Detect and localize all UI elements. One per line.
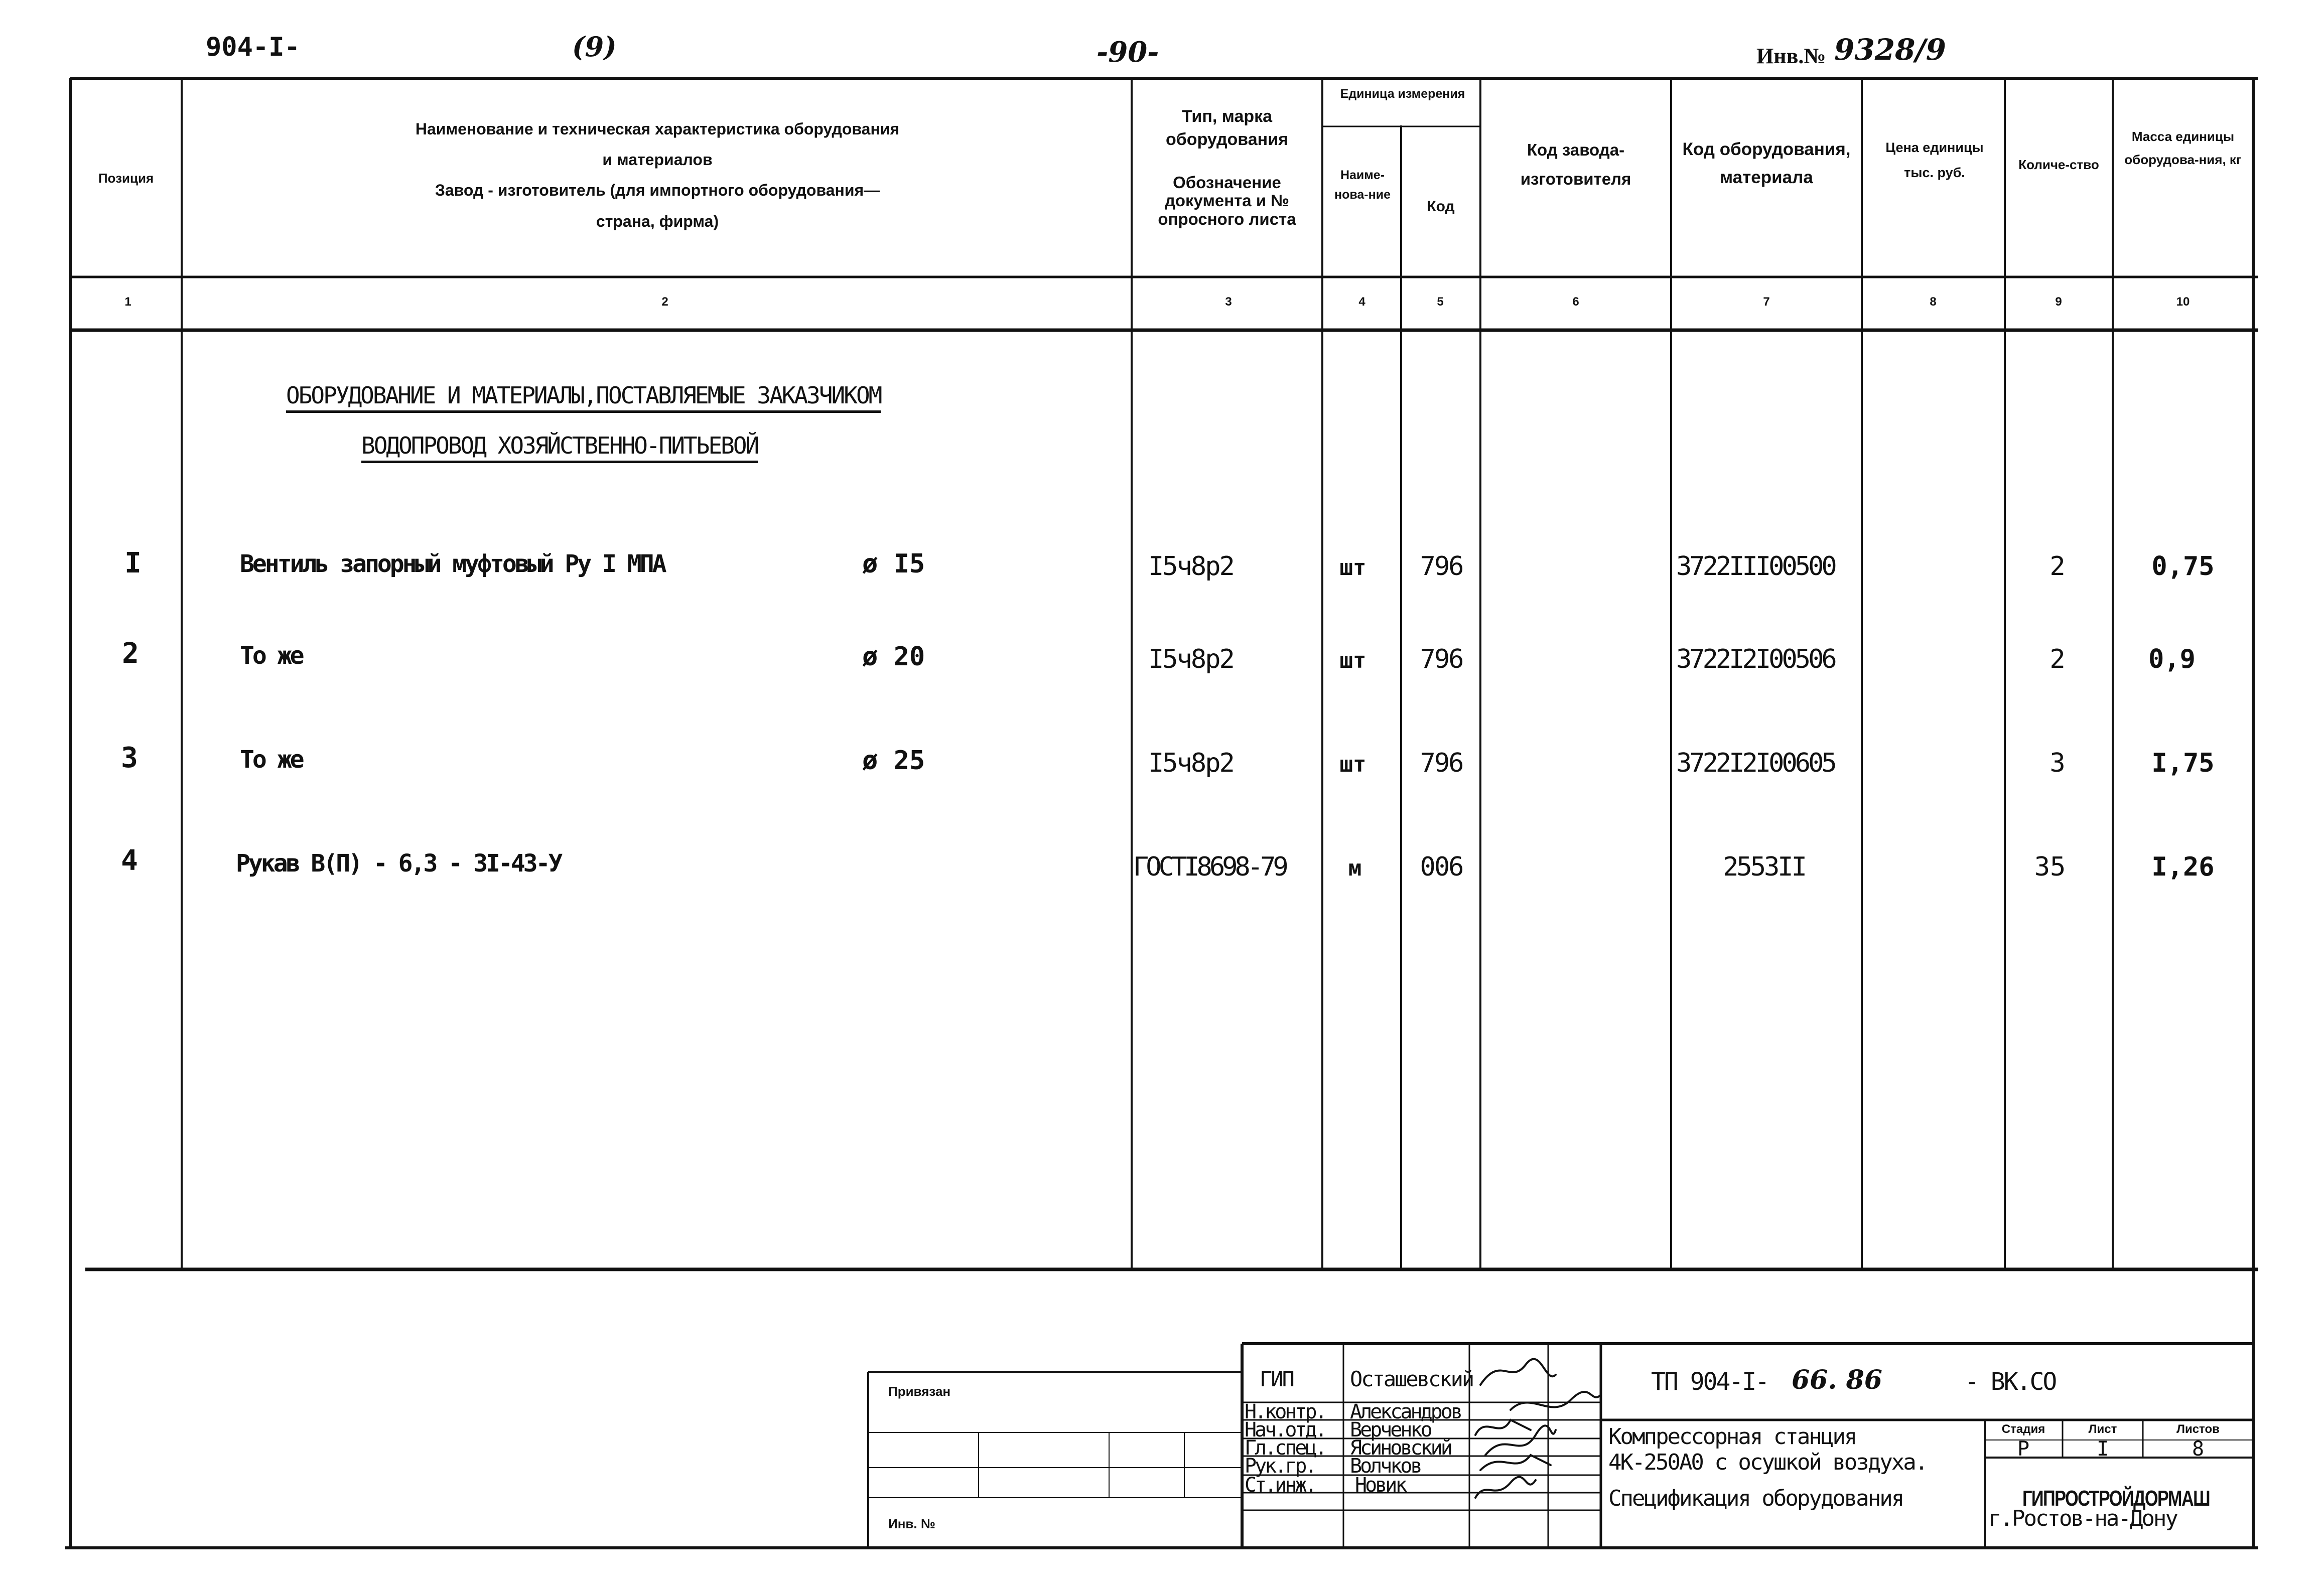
- sheet-value: I: [2096, 1437, 2109, 1461]
- col-number: 4: [1358, 295, 1365, 309]
- row-name: То же: [240, 746, 303, 774]
- signature-1: [1480, 1359, 1556, 1385]
- object-title-2: 4К-250А0 с осушкой воздуха.: [1608, 1450, 1927, 1475]
- row-material-code: 3722III00500: [1676, 551, 1835, 582]
- header-name-line3: Завод - изготовитель (для импортного оборудования—: [435, 181, 880, 200]
- row-mass: I,26: [2151, 852, 2215, 882]
- row-position: 3: [121, 742, 138, 774]
- sheet-label: Лист: [2088, 1422, 2117, 1436]
- header-name-line2: и материалов: [602, 151, 713, 169]
- stamp-name: Ясиновский: [1350, 1436, 1451, 1460]
- stage-label: Стадия: [2001, 1422, 2045, 1436]
- row-mass: 0,9: [2148, 644, 2196, 674]
- row-material-code: 3722I2I00605: [1676, 748, 1835, 778]
- header-quantity: Количе-ство: [2018, 157, 2099, 172]
- row-position: I: [124, 547, 142, 580]
- header-unit-code: Код: [1427, 198, 1455, 215]
- stamp-role: Рук.гр.: [1245, 1455, 1315, 1478]
- object-title-3: Спецификация оборудования: [1608, 1486, 1903, 1511]
- organization-name: ГИПРОСТРОЙДОРМАШ: [2022, 1486, 2210, 1511]
- row-material-code: 3722I2I00506: [1676, 644, 1835, 674]
- row-type: I5ч8р2: [1148, 644, 1234, 674]
- row-position: 2: [122, 637, 139, 670]
- sheets-value: 8: [2192, 1437, 2205, 1461]
- header-name-line4: страна, фирма): [596, 212, 719, 230]
- header-type: Тип, марка оборудования: [1166, 107, 1288, 149]
- col-number: 8: [1930, 295, 1937, 309]
- page-number: -90-: [1097, 36, 1159, 69]
- row-type: ГОСТI8698-79: [1133, 852, 1286, 882]
- row-unit-code: 796: [1420, 551, 1463, 582]
- row-mass: I,75: [2151, 748, 2215, 778]
- stamp-role: Гл.спец.: [1245, 1436, 1325, 1460]
- header-name-line1: Наименование и техническая характеристика оборудования: [415, 120, 900, 138]
- header-unit-group: Единица измерения: [1340, 87, 1465, 101]
- row-diameter: ø 25: [862, 746, 925, 776]
- row-unit: шт: [1339, 648, 1366, 673]
- inventory-number: 9328/9: [1834, 33, 1946, 67]
- row-quantity: 2: [2049, 551, 2066, 582]
- row-unit-code: 796: [1420, 748, 1463, 778]
- section-title: ОБОРУДОВАНИЕ И МАТЕРИАЛЫ,ПОСТАВЛЯЕМЫЕ ЗАКАЗЧИКОМ: [286, 382, 881, 409]
- row-quantity: 35: [2034, 852, 2066, 882]
- row-name: То же: [240, 642, 303, 670]
- stamp-name: Верченко: [1350, 1418, 1431, 1441]
- stamp-name: Александров: [1350, 1400, 1461, 1423]
- doc-code-prefix: ТП 904-I-: [1651, 1368, 1768, 1396]
- row-material-code: 2553II: [1723, 852, 1805, 882]
- signature-2: [1511, 1392, 1601, 1410]
- stamp-name: Волчков: [1350, 1455, 1421, 1478]
- signature-3: [1475, 1420, 1531, 1435]
- series-number: 904-I-: [206, 32, 300, 62]
- col-number: 5: [1437, 295, 1444, 309]
- doc-code-suffix: - ВК.СО: [1965, 1368, 2056, 1396]
- stamp-role: Ст.инж.: [1245, 1474, 1315, 1497]
- signature-4: [1485, 1425, 1556, 1455]
- stage-value: Р: [2017, 1437, 2030, 1461]
- row-unit-code: 796: [1420, 644, 1463, 674]
- row-unit: м: [1348, 855, 1362, 881]
- header-mass: Масса единицы оборудова-ния, кг: [2124, 129, 2242, 167]
- col-number: 7: [1763, 295, 1770, 309]
- row-type: I5ч8р2: [1148, 748, 1234, 778]
- row-name: Рукав В(П) - 6,3 - 3I-43-У: [236, 849, 561, 878]
- stamp-name: Осташевский: [1350, 1367, 1473, 1391]
- row-type: I5ч8р2: [1148, 551, 1234, 582]
- row-diameter: ø 20: [862, 642, 925, 672]
- col-number: 9: [2055, 295, 2062, 309]
- organization-city: г.Ростов-на-Дону: [1988, 1506, 2177, 1531]
- col-number: 2: [661, 295, 668, 309]
- stamp-name: Новик: [1355, 1474, 1406, 1497]
- col-number: 6: [1572, 295, 1579, 309]
- row-quantity: 2: [2049, 644, 2066, 674]
- privyazan-label: Привязан: [888, 1384, 951, 1399]
- row-diameter: ø I5: [862, 549, 925, 579]
- doc-code-number: 66. 86: [1792, 1365, 1882, 1395]
- row-unit: шт: [1339, 752, 1366, 777]
- header-price: Цена единицы тыс. руб.: [1885, 140, 1984, 180]
- stamp-role: Нач.отд.: [1245, 1418, 1325, 1441]
- header-material-code: Код оборудования, материала: [1682, 139, 1851, 187]
- issue-number: (9): [572, 31, 617, 63]
- sheets-label: Листов: [2176, 1422, 2220, 1436]
- stamp-role: ГИП: [1260, 1367, 1293, 1391]
- row-mass: 0,75: [2151, 551, 2215, 582]
- row-unit-code: 006: [1420, 852, 1463, 882]
- header-doc: Обозначение документа и № опросного листа: [1158, 173, 1296, 228]
- section-subtitle: ВОДОПРОВОД ХОЗЯЙСТВЕННО-ПИТЬЕВОЙ: [361, 432, 758, 459]
- col-number: 10: [2176, 295, 2190, 309]
- col-number: 3: [1225, 295, 1232, 309]
- inventory-label: Инв.№: [1756, 44, 1826, 68]
- stamp-role: Н.контр.: [1245, 1400, 1325, 1423]
- row-unit: шт: [1339, 555, 1366, 581]
- signature-6: [1475, 1477, 1536, 1498]
- inv-no-label: Инв. №: [888, 1516, 935, 1531]
- row-name: Вентиль запорный муфтовый Ру I МПА: [240, 550, 665, 578]
- header-position: Позиция: [98, 171, 154, 186]
- row-quantity: 3: [2049, 748, 2066, 778]
- object-title-1: Компрессорная станция: [1608, 1424, 1856, 1450]
- row-position: 4: [121, 844, 138, 877]
- header-factory-code: Код завода-изготовителя: [1520, 140, 1631, 188]
- col-number: 1: [124, 295, 131, 309]
- header-unit-name: Наиме-нова-ние: [1334, 168, 1391, 202]
- signature-5: [1480, 1455, 1551, 1470]
